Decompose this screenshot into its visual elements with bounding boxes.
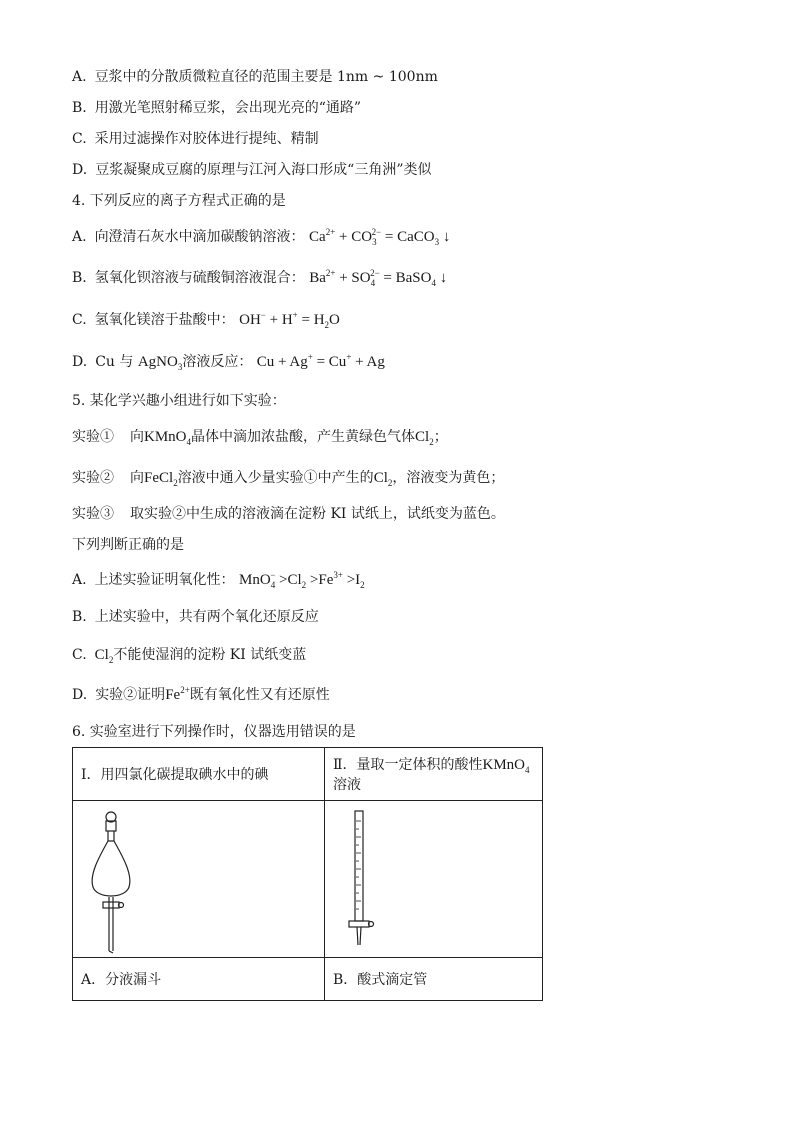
equation: $OH^- + H^+ = H_2O$ [239,310,340,330]
q3-option-b [72,99,361,117]
option-text: 既有氧化性又有还原性 [189,687,330,703]
option-text: 实验②证明 [95,687,166,703]
option-text: 溶液反应： [182,354,253,370]
q5-stem [72,392,286,410]
question-ask: 下列判断正确的是 [72,537,184,553]
option-label: D. [72,687,88,703]
option-text: 用激光笔照射稀豆浆，会出现光亮的“通路” [94,100,362,116]
q6-col2-head [325,748,543,801]
cell-text: Ⅰ．用四氯化碳提取碘水中的碘 [81,767,269,783]
option-label: A. [72,572,87,588]
formula: KMnO$_4$ [144,429,192,447]
equation: Cu + Ag+ = Cu+ + Ag [256,352,385,370]
option-label: C. [72,312,87,328]
formula: KMnO$_4$ [482,757,530,775]
experiment-text: ； [433,429,448,445]
q6-col1-picture [73,801,325,958]
option-label: C. [72,647,87,663]
q6-options-table [72,747,543,1001]
formula: $Cl_2$ [94,647,114,665]
q3-option-d [72,161,432,179]
oxidizer-order: $MnO_4^- >Cl_2 >Fe^{3+} >I_2$ [239,570,365,590]
option-text: 采用过滤操作对胶体进行提纯、精制 [94,131,319,147]
option-label: D. [72,354,88,370]
experiment-label: 实验① [72,429,114,445]
option-text: 豆浆中的分散质微粒直径的范围主要是 1nm ~ 100nm [94,69,438,85]
experiment-text: 向 [130,470,144,486]
formula: AgNO$_3$ [137,354,183,372]
experiment-label: 实验② [72,470,114,486]
option-text: 不能使湿润的淀粉 KI 试纸变蓝 [113,647,307,663]
q4-option-a [72,228,450,246]
cell-text: B．酸式滴定管 [333,972,428,988]
option-label: C. [72,131,87,147]
formula: $Cl_2$ [415,429,434,447]
formula: FeCl$_2$ [144,470,178,488]
option-label: B. [72,609,87,625]
option-label: B. [72,100,87,116]
experiment-text: 取实验②中生成的溶液滴在淀粉 KI 试纸上，试纸变为蓝色。 [130,506,505,522]
q3-option-c [72,130,319,148]
q5-ask [72,536,184,554]
option-text: 氢氧化镁溶于盐酸中： [94,312,235,328]
experiment-text: 晶体中滴加浓盐酸，产生黄绿色气体 [191,429,416,445]
q3-option-a [72,68,438,86]
question-stem: 4. 下列反应的离子方程式正确的是 [72,193,286,209]
experiment-label: 实验③ [72,506,114,522]
equation: $Ca^{2+} + CO_3^{2-}$ = CaCO$_3$ ↓ [309,227,451,247]
q4-option-d [72,353,385,371]
q6-col1-foot [73,958,325,1001]
experiment-text: 溶液中通入少量实验①中产生的 [177,470,374,486]
option-label: A. [72,69,87,85]
acid-burette-icon [325,801,559,957]
cell-text: A．分液漏斗 [81,972,162,988]
option-label: B. [72,270,87,286]
question-stem: 5. 某化学兴趣小组进行如下实验： [72,393,286,409]
q5-option-d [72,686,330,704]
experiment-text: 向 [130,429,144,445]
equation: $Ba^{2+} + SO_4^{2-}$ = BaSO$_4$ ↓ [309,268,448,288]
option-label: D. [72,162,88,178]
q5-experiment-2 [72,469,504,487]
q5-experiment-1 [72,428,448,446]
question-stem: 6. 实验室进行下列操作时，仪器选用错误的是 [72,724,356,740]
option-text: Cu 与 [95,354,134,370]
formula: $Cl_2$ [373,470,393,488]
q4-stem [72,192,286,210]
option-text: 向澄清石灰水中滴加碳酸钠溶液： [94,229,305,245]
q5-experiment-3 [72,505,505,523]
cell-text: Ⅱ．量取一定体积的酸性 [333,757,483,773]
experiment-text: ，溶液变为黄色； [392,470,505,486]
q6-stem [72,723,356,741]
cell-text: 溶液 [333,777,361,793]
formula: $Fe^{2+}$ [165,685,190,703]
q5-option-a [72,571,365,589]
option-text: 豆浆凝聚成豆腐的原理与江河入海口形成“三角洲”类似 [95,162,432,178]
q5-option-b [72,608,319,626]
q6-col2-foot [325,958,543,1001]
q6-col2-picture [325,801,543,958]
option-label: A. [72,229,87,245]
option-text: 上述实验中，共有两个氧化还原反应 [94,609,319,625]
separatory-funnel-icon [73,801,307,957]
q4-option-b [72,269,447,287]
q4-option-c [72,311,340,329]
option-text: 氢氧化钡溶液与硫酸铜溶液混合： [94,270,305,286]
q6-col1-head [73,748,325,801]
q5-option-c [72,646,306,664]
option-text: 上述实验证明氧化性： [94,572,235,588]
